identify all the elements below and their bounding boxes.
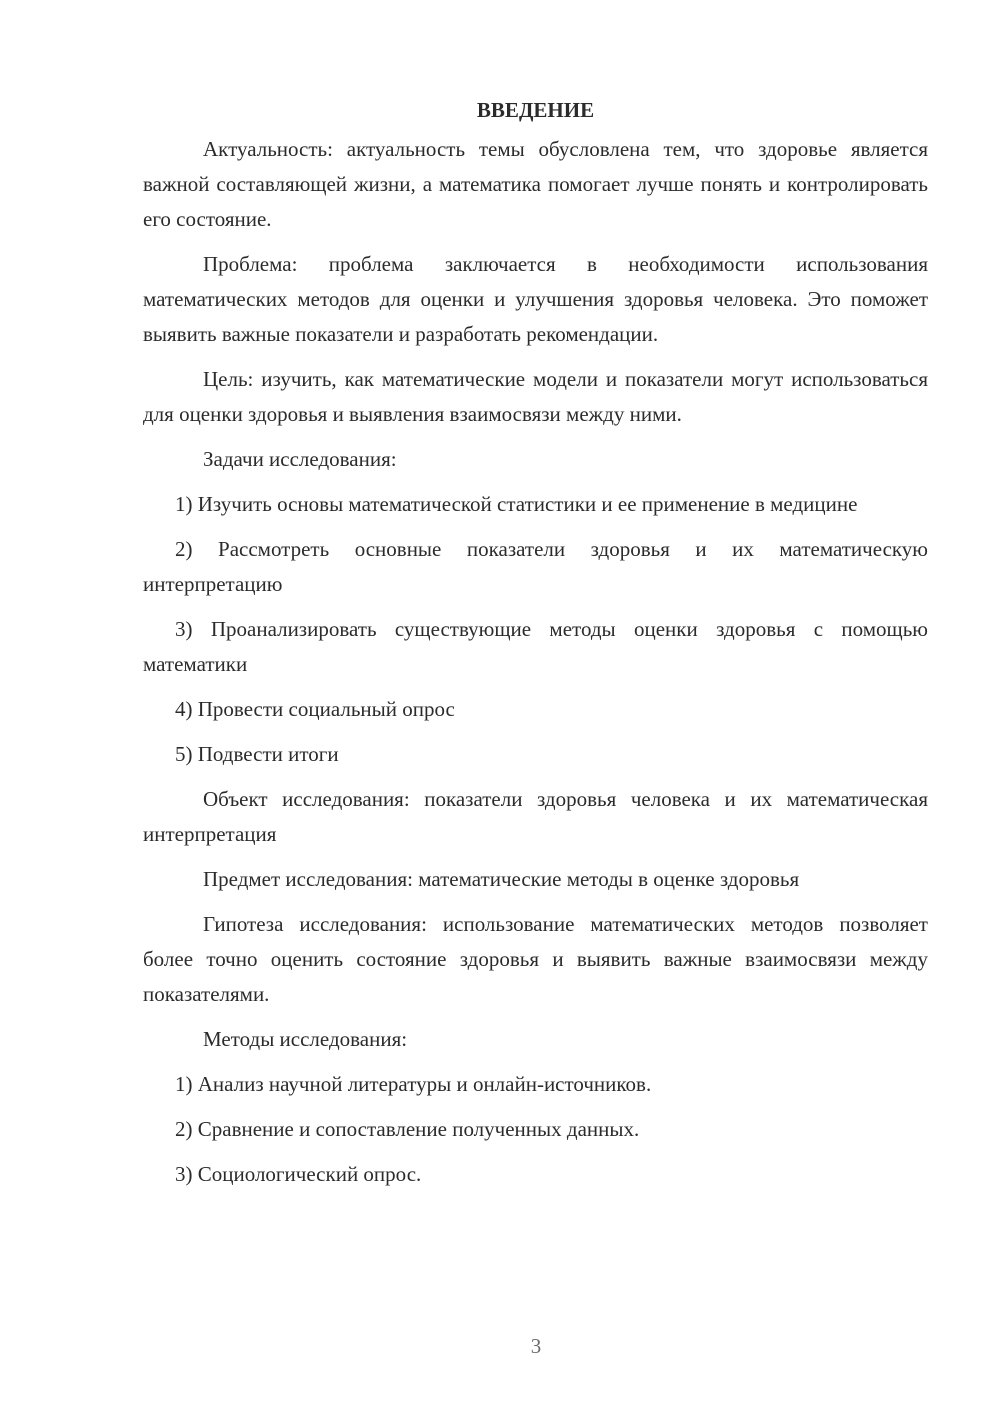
relevance-paragraph: Актуальность: актуальность темы обусловлена тем, что здоровье является важной составляющей жизни, а математика помогает лучше понять и контролировать его состояние. (143, 137, 928, 231)
section-title: ВВЕДЕНИЕ (476, 98, 595, 122)
object-paragraph: Объект исследования: показатели здоровья человека и их математическая интерпретация (143, 787, 928, 846)
hypothesis-paragraph: Гипотеза исследования: использование математических методов позволяет более точно оценить состояние здоровья и выявить важные взаимосвязи между показателями. (143, 912, 928, 1006)
page-number: 3 (530, 1334, 542, 1358)
task-item: 4) Провести социальный опрос (175, 697, 455, 721)
subject-paragraph: Предмет исследования: математические методы в оценке здоровья (203, 867, 800, 891)
task-item: 1) Изучить основы математической статистики и ее применение в медицине (175, 492, 858, 516)
method-item: 2) Сравнение и сопоставление полученных данных. (175, 1117, 640, 1141)
goal-paragraph: Цель: изучить, как математические модели и показатели могут использоваться для оценки здоровья и выявления взаимосвязи между ними. (143, 367, 928, 426)
task-item: 2) Рассмотреть основные показатели здоровья и их математическую интерпретацию (143, 537, 928, 596)
method-item: 3) Социологический опрос. (175, 1162, 422, 1186)
document-page (143, 92, 928, 1202)
tasks-heading: Задачи исследования: (203, 447, 397, 471)
problem-paragraph: Проблема: проблема заключается в необходимости использования математических методов для оценки и улучшения здоровья человека. Это поможет выявить важные показатели и разработать рекомендации. (143, 252, 928, 346)
method-item: 1) Анализ научной литературы и онлайн-источников. (175, 1072, 652, 1096)
task-item: 3) Проанализировать существующие методы оценки здоровья с помощью математики (143, 617, 928, 676)
task-item: 5) Подвести итоги (175, 742, 339, 766)
methods-heading: Методы исследования: (203, 1027, 408, 1051)
